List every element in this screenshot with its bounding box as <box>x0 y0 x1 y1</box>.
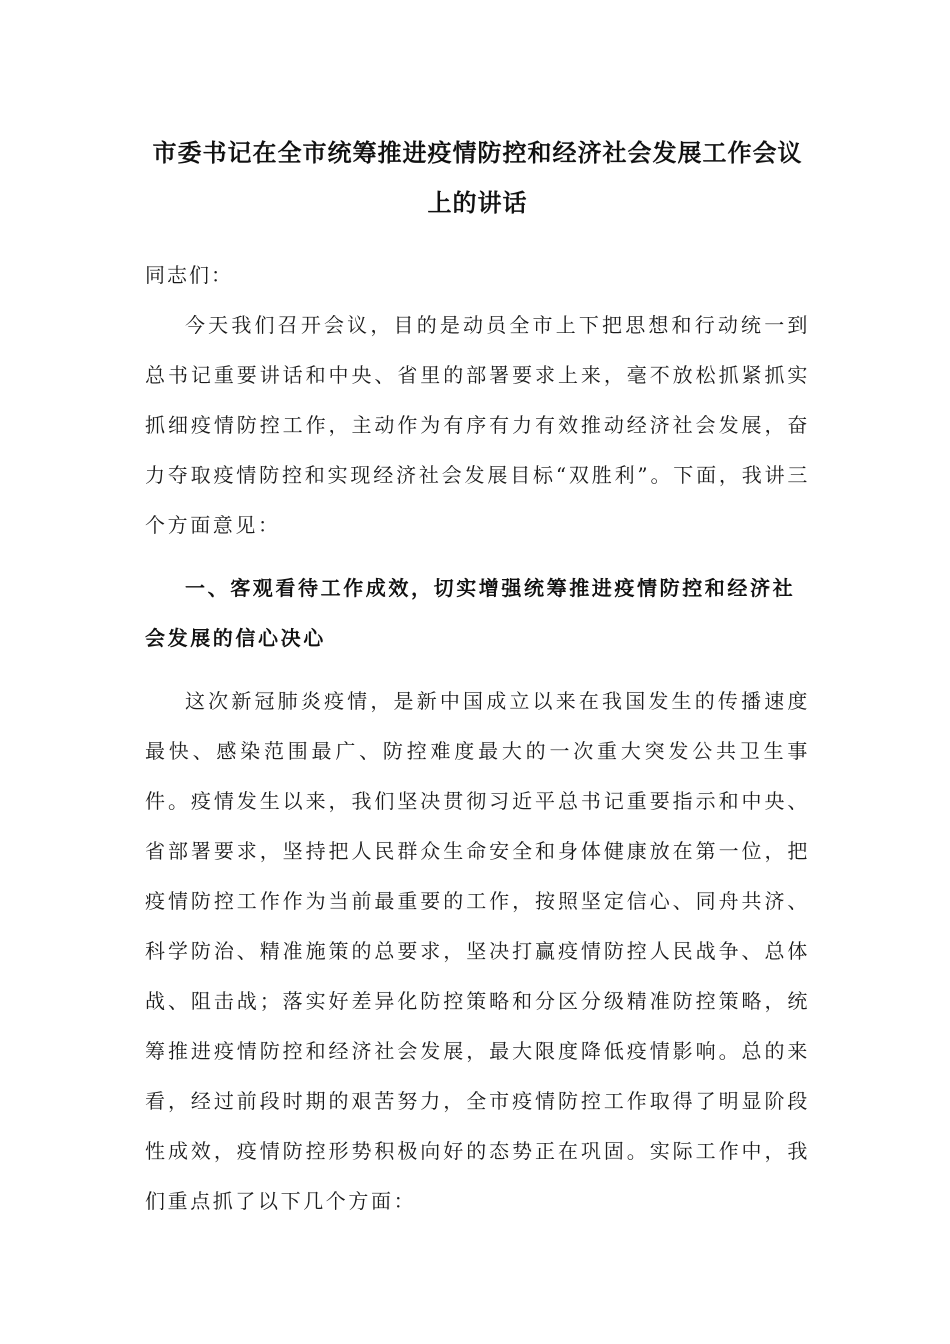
section-1-paragraph: 这次新冠肺炎疫情，是新中国成立以来在我国发生的传播速度最快、感染范围最广、防控难度最大的一次重大突发公共卫生事件。疫情发生以来，我们坚决贯彻习近平总书记重要指示和中央、省部署要求，坚持把人民群众生命安全和身体健康放在第一位，把疫情防控工作作为当前最重要的工作，按照坚定信心、同舟共济、科学防治、精准施策的总要求，坚决打赢疫情防控人民战争、总体战、阻击战；落实好差异化防控策略和分区分级精准防控策略，统筹推进疫情防控和经济社会发展，最大限度降低疫情影响。总的来看，经过前段时期的艰苦努力，全市疫情防控工作取得了明显阶段性成效，疫情防控形势积极向好的态势正在巩固。实际工作中，我们重点抓了以下几个方面： <box>145 689 810 1213</box>
document-page <box>145 128 810 1226</box>
intro-paragraph: 今天我们召开会议，目的是动员全市上下把思想和行动统一到总书记重要讲话和中央、省里的部署要求上来，毫不放松抓紧抓实抓细疫情防控工作，主动作为有序有力有效推动经济社会发展，奋力夺取疫情防控和实现经济社会发展目标“双胜利”。下面，我讲三个方面意见： <box>145 313 810 537</box>
section-heading-1: 一、客观看待工作成效，切实增强统筹推进疫情防控和经济社会发展的信心决心 <box>145 576 796 650</box>
document-title: 市委书记在全市统筹推进疫情防控和经济社会发展工作会议上的讲话 <box>152 139 803 217</box>
paragraph-gap <box>145 663 810 676</box>
paragraph-gap <box>145 550 810 563</box>
salutation: 同志们： <box>145 263 233 287</box>
